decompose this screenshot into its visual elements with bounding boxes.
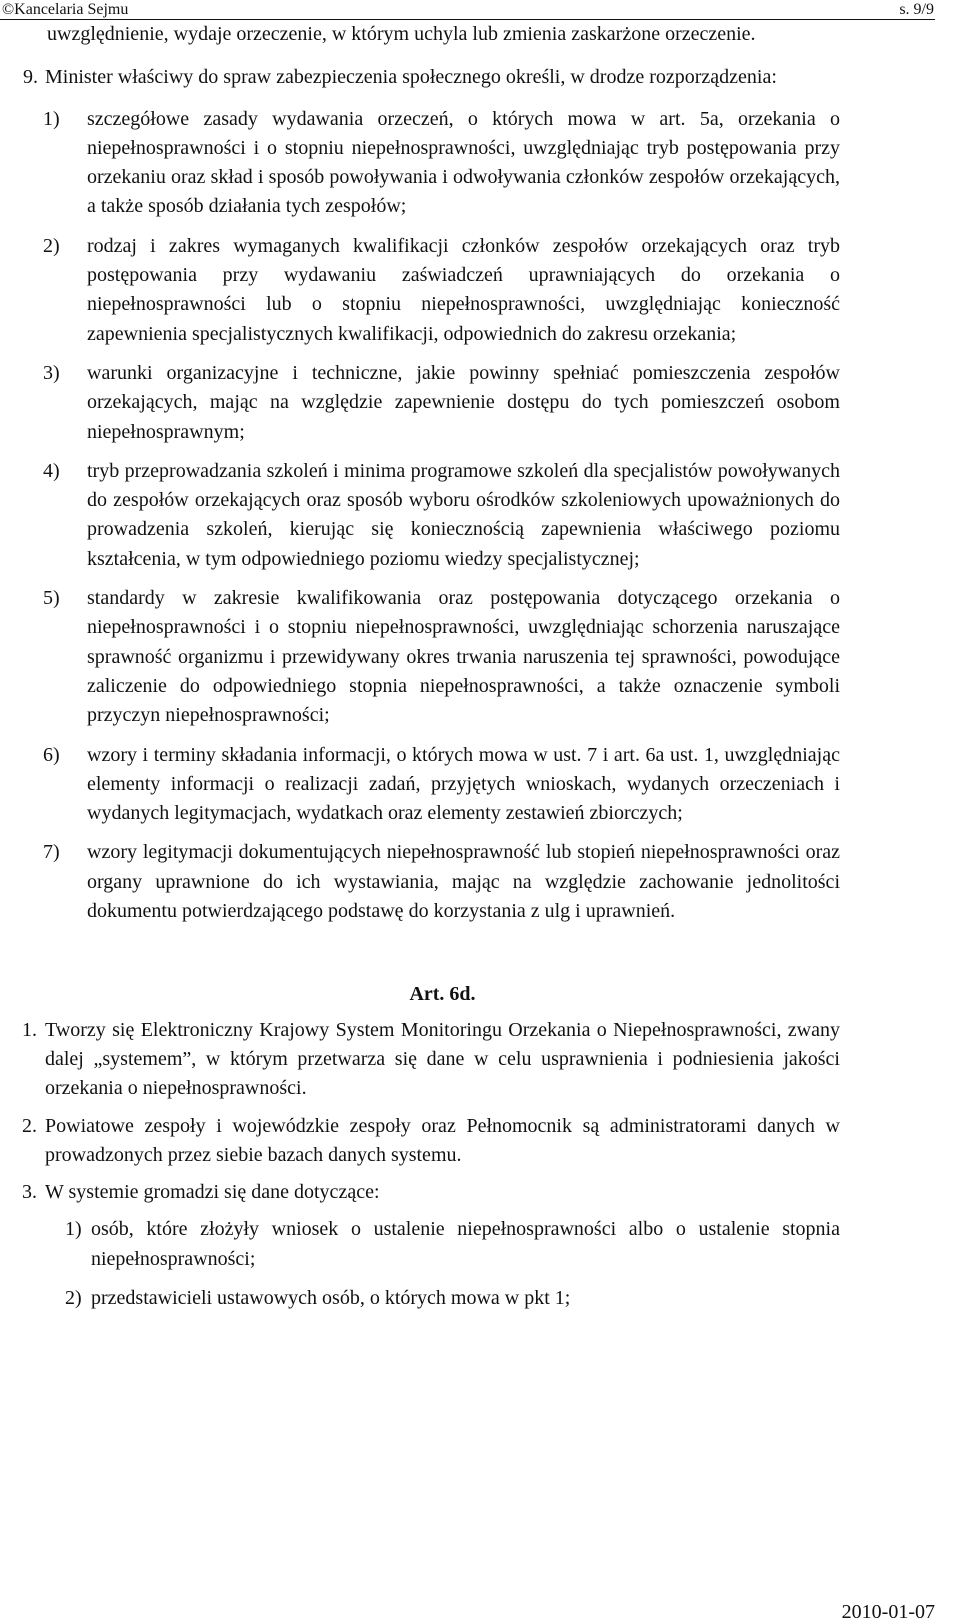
item-number: 4) [43, 459, 60, 482]
paragraph-text: Powiatowe zespoły i wojewódzkie zespoły oraz Pełnomocnik są administratorami danych w prowadzonych przez siebie bazach danych systemu. [45, 1114, 840, 1166]
item-number: 2) [43, 234, 60, 257]
item-number: 6) [43, 743, 60, 766]
item-number: 1) [43, 107, 60, 130]
paragraph-number: 9. [23, 66, 38, 89]
paragraph-text: W systemie gromadzi się dane dotyczące: [45, 1181, 380, 1204]
article-title: Art. 6d. [409, 983, 476, 1006]
article-paragraph [22, 1016, 840, 1104]
paragraph-number: 1. [22, 1018, 37, 1041]
item-text: standardy w zakresie kwalifikowania oraz postępowania dotyczącego orzekania o niepełnosprawności i o stopniu niepełnosprawności, uwzględniając schorzenia naruszające sprawność organizmu i przewidywany okres trwania naruszenia tej sprawności, powodujące zaliczenie do odpowiedniego stopnia niepełnosprawności, a także oznaczenie symboli przyczyn niepełnosprawności; [87, 587, 840, 727]
header-page-number: s. 9/9 [899, 1, 934, 18]
item-number: 1) [65, 1218, 82, 1241]
paragraph-text: Minister właściwy do spraw zabezpieczenia społecznego określi, w drodze rozporządzenia: [45, 66, 777, 89]
page-header [0, 0, 960, 20]
footer-date: 2010-01-07 [841, 1601, 935, 1623]
paragraph-text: Tworzy się Elektroniczny Krajowy System Monitoringu Orzekania o Niepełnosprawności, zwany dalej „systemem”, w którym przetwarza się dane w celu usprawnienia i podniesienia jakości orzekania o niepełnosprawności. [45, 1018, 840, 1100]
item-text: warunki organizacyjne i techniczne, jakie powinny spełniać pomieszczenia zespołów orzekających, mając na względzie zapewnienie dostępu do tych pomieszczeń osobom niepełnosprawnym; [87, 361, 840, 443]
article-paragraph [22, 1112, 840, 1171]
paragraph-9 [23, 63, 840, 92]
paragraph-number: 3. [22, 1181, 37, 1204]
article-paragraph [22, 1178, 840, 1207]
article-list [45, 1215, 840, 1313]
list-item [65, 1284, 840, 1313]
item-number: 3) [43, 361, 60, 384]
item-text: przedstawicieli ustawowych osób, o których mowa w pkt 1; [91, 1286, 571, 1309]
item-number: 7) [43, 841, 60, 864]
item-text: wzory i terminy składania informacji, o których mowa w ust. 7 i art. 6a ust. 1, uwzględniając elementy informacji o realizacji zadań, przyjętych wnioskach, wydanych orzeczeniach i wydanych legitymacjach, wydatkach oraz elementy zestawień zbiorczych; [87, 743, 840, 825]
list-item [43, 838, 840, 926]
list-item [43, 105, 840, 222]
list-item [43, 741, 840, 829]
list-item [43, 359, 840, 447]
item-text: rodzaj i zakres wymaganych kwalifikacji członków zespołów orzekających oraz tryb postępowania przy wydawaniu zaświadczeń uprawniających do orzekania o niepełnosprawności lub o stopniu niepełnosprawności, uwzględniając konieczność zapewnienia specjalistycznych kwalifikacji, odpowiednich do zakresu orzekania; [87, 234, 840, 345]
header-source: ©Kancelaria Sejmu [2, 1, 129, 18]
list-item [65, 1215, 840, 1274]
item-number: 5) [43, 587, 60, 610]
list-item [43, 457, 840, 574]
paragraph-number: 2. [22, 1114, 37, 1137]
item-text: tryb przeprowadzania szkoleń i minima programowe szkoleń dla specjalistów powoływanych do zespołów orzekających oraz sposób wyboru ośrodków szkoleniowych upoważnionych do prowadzenia szkoleń, kierując się koniecznością zapewnienia właściwego poziomu kształcenia, w tym odpowiedniego poziomu wiedzy specjalistycznej; [87, 459, 840, 570]
item-text: osób, które złożyły wniosek o ustalenie niepełnosprawności albo o ustalenie stopnia niepełnosprawności; [91, 1218, 840, 1270]
list-item [43, 232, 840, 349]
document-body [22, 20, 840, 1323]
item-text: wzory legitymacji dokumentujących niepełnosprawność lub stopień niepełnosprawności oraz organy uprawnione do ich wystawiania, mając na względzie zachowanie jednolitości dokumentu potwierdzającego podstawę do korzystania z ulg i uprawnień. [87, 841, 840, 923]
item-text: szczegółowe zasady wydawania orzeczeń, o których mowa w art. 5a, orzekania o niepełnosprawności i o stopniu niepełnosprawności, uwzględniając tryb postępowania przy orzekaniu oraz skład i sposób powoływania i odwoływania członków zespołów orzekających, a także sposób działania tych zespołów; [87, 107, 840, 218]
paragraph-9-list [45, 105, 840, 927]
list-item [43, 584, 840, 730]
item-number: 2) [65, 1286, 82, 1309]
continuation-text: uwzględnienie, wydaje orzeczenie, w którym uchyla lub zmienia zaskarżone orzeczenie. [47, 23, 756, 45]
